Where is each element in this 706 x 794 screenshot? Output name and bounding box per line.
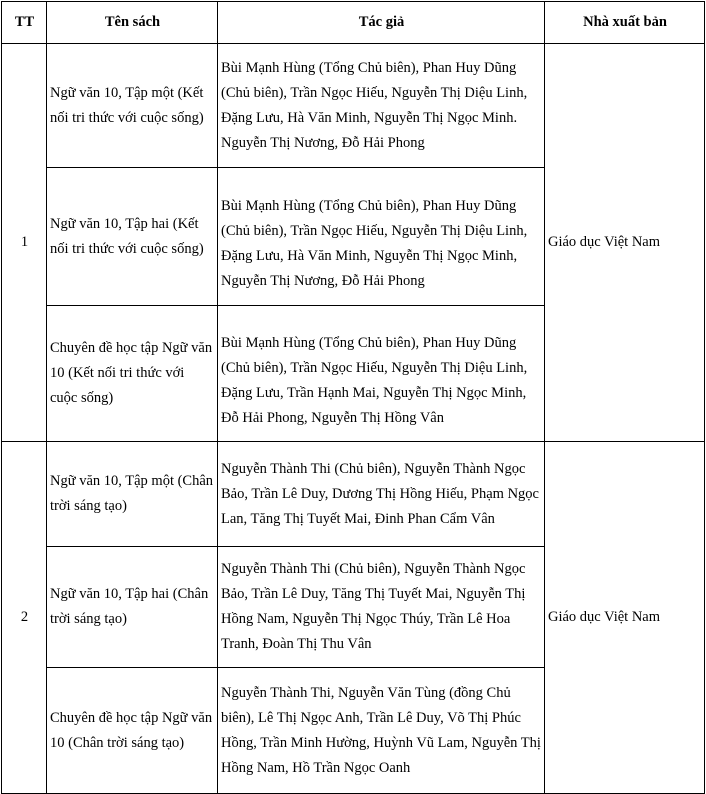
table-header-row (2, 2, 705, 44)
book-title: Chuyên đề học tập Ngữ văn 10 (Chân trời sáng tạo) (47, 668, 218, 794)
book-authors: Nguyễn Thành Thi (Chủ biên), Nguyễn Thành Ngọc Bảo, Trần Lê Duy, Tăng Thị Tuyết Mai, Nguyễn Thị Hồng Nam, Nguyễn Thị Ngọc Thúy, Trần Lê Hoa Tranh, Đoàn Thị Thu Vân (218, 547, 545, 668)
book-title: Ngữ văn 10, Tập hai (Kết nối tri thức với cuộc sống) (47, 168, 218, 306)
book-title: Ngữ văn 10, Tập hai (Chân trời sáng tạo) (47, 547, 218, 668)
table-row (2, 44, 705, 168)
textbook-table (1, 1, 705, 794)
header-author: Tác giả (218, 2, 545, 44)
group-number: 1 (2, 44, 47, 442)
book-title: Ngữ văn 10, Tập một (Kết nối tri thức với cuộc sống) (47, 44, 218, 168)
header-tt: TT (2, 2, 47, 44)
book-authors: Bùi Mạnh Hùng (Tổng Chủ biên), Phan Huy Dũng (Chủ biên), Trần Ngọc Hiếu, Nguyễn Thị Diệu Linh, Đặng Lưu, Hà Văn Minh, Nguyễn Thị Ngọc Minh. Nguyễn Thị Nương, Đỗ Hải Phong (218, 44, 545, 168)
header-title: Tên sách (47, 2, 218, 44)
book-title: Ngữ văn 10, Tập một (Chân trời sáng tạo) (47, 442, 218, 547)
table-row (2, 442, 705, 547)
publisher-name: Giáo dục Việt Nam (545, 442, 705, 794)
publisher-name: Giáo dục Việt Nam (545, 44, 705, 442)
book-authors: Bùi Mạnh Hùng (Tổng Chủ biên), Phan Huy Dũng (Chủ biên), Trần Ngọc Hiếu, Nguyễn Thị Diệu Linh, Đặng Lưu, Trần Hạnh Mai, Nguyễn Thị Ngọc Minh, Đỗ Hải Phong, Nguyễn Thị Hồng Vân (218, 306, 545, 442)
group-number: 2 (2, 442, 47, 794)
book-title: Chuyên đề học tập Ngữ văn 10 (Kết nối tri thức với cuộc sống) (47, 306, 218, 442)
book-authors: Nguyễn Thành Thi, Nguyễn Văn Tùng (đồng Chủ biên), Lê Thị Ngọc Anh, Trần Lê Duy, Võ Thị Phúc Hồng, Trần Minh Hường, Huỳnh Vũ Lam, Nguyễn Thị Hồng Nam, Hồ Trần Ngọc Oanh (218, 668, 545, 794)
book-authors: Bùi Mạnh Hùng (Tổng Chủ biên), Phan Huy Dũng (Chủ biên), Trần Ngọc Hiếu, Nguyễn Thị Diệu Linh, Đặng Lưu, Hà Văn Minh, Nguyễn Thị Ngọc Minh, Nguyễn Thị Nương, Đỗ Hải Phong (218, 168, 545, 306)
book-authors: Nguyễn Thành Thi (Chủ biên), Nguyễn Thành Ngọc Bảo, Trần Lê Duy, Dương Thị Hồng Hiếu, Phạm Ngọc Lan, Tăng Thị Tuyết Mai, Đinh Phan Cẩm Vân (218, 442, 545, 547)
header-publisher: Nhà xuất bản (545, 2, 705, 44)
